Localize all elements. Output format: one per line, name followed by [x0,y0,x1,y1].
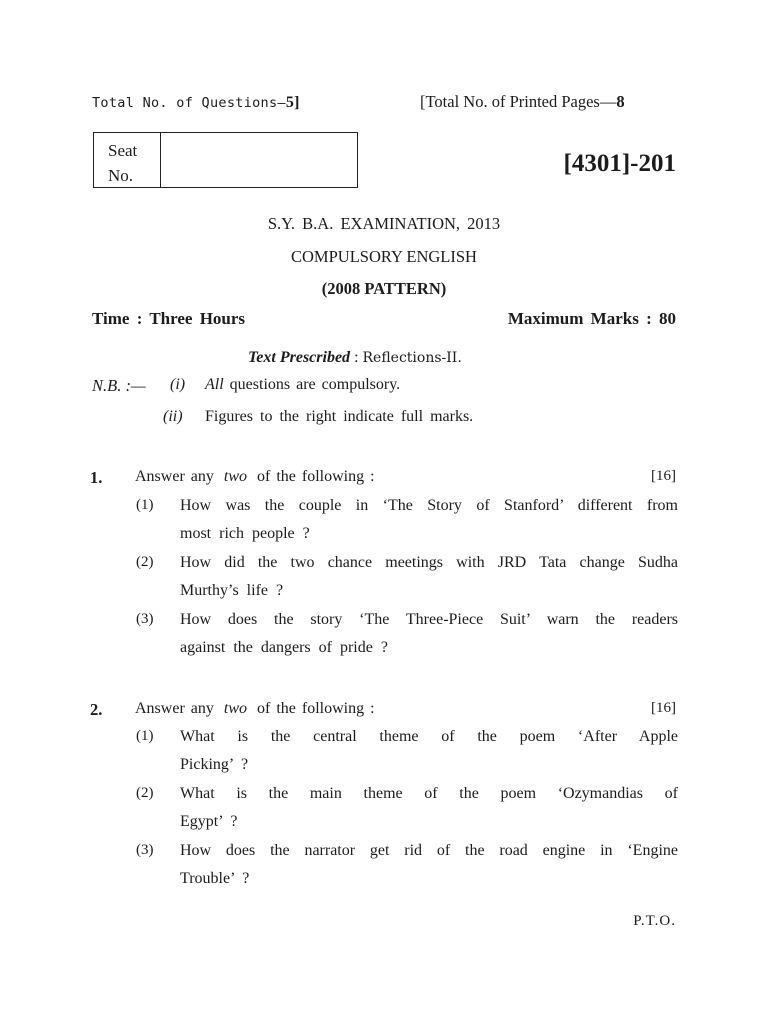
question-1-intro [135,468,375,486]
text-prescribed-sep: : [350,349,363,366]
pto-note: P.T.O. [633,913,676,929]
question-2-option-3-line1: How does the narrator get rid of the road engine in ‘Engine [180,842,678,859]
time-allowed: Time : Three Hours [92,309,246,328]
question-2-option-3-line2: Trouble’ ? [180,870,250,887]
seat-label-line2: No. [108,166,134,185]
question-1-option-2-line2: Murthy’s life ? [180,582,284,599]
question-2-option-2-line2: Egypt’ ? [180,813,238,830]
question-1-option-3-line2: against the dangers of pride ? [180,639,388,656]
printed-pages-value: 8 [616,92,625,111]
question-1-intro-b: of the following : [251,468,375,485]
question-2-option-2-number: (2) [136,785,154,801]
question-1-option-1-number: (1) [136,497,154,513]
pattern-title: (2008 PATTERN) [321,279,447,298]
question-2-option-1-number: (1) [136,728,154,744]
nb-item-1 [205,376,400,394]
question-2-number: 2. [90,700,103,719]
question-1-option-2-line1: How did the two chance meetings with JRD Tata change Sudha [180,554,678,571]
question-1-marks: [16] [651,468,676,484]
question-2-option-3-number: (3) [136,842,154,858]
question-1-option-2-number: (2) [136,554,154,570]
total-questions-label: Total No. of Questions— [92,95,286,111]
question-2-intro-b: of the following : [251,700,375,717]
exam-title: S.Y. B.A. EXAMINATION, 2013 [267,214,501,233]
question-2-option-1-line1: What is the central theme of the poem ‘After Apple [180,728,678,745]
text-prescribed-label: Text Prescribed [248,349,351,366]
seat-box-divider [160,132,161,188]
maximum-marks: Maximum Marks : 80 [507,309,676,328]
paper-code: [4301]-201 [563,150,676,177]
question-2-marks: [16] [651,700,676,716]
total-questions-value: 5] [285,94,300,111]
subject-title: COMPULSORY ENGLISH [291,247,477,266]
text-prescribed [248,347,462,367]
printed-pages [420,92,625,112]
question-2-option-1-line2: Picking’ ? [180,756,249,773]
question-2-intro-a: Answer any [135,700,220,717]
seat-label [108,138,137,188]
nb-item-2-text: Figures to the right indicate full marks. [205,408,474,425]
nb-item-2-num: (ii) [163,408,183,425]
text-prescribed-value: Reflections-II. [362,350,462,366]
nb-label: N.B. :— [92,376,146,395]
nb-item-1-text: questions are compulsory. [223,376,401,393]
question-1-option-1-line2: most rich people ? [180,525,310,542]
question-1-intro-emphasis: two [223,468,247,485]
question-1-option-3-line1: How does the story ‘The Three-Piece Suit’ warn the readers [180,611,678,628]
question-2-intro-emphasis: two [223,700,247,717]
seat-label-line1: Seat [108,141,138,160]
question-1-number: 1. [90,468,103,487]
printed-pages-label: [Total No. of Printed Pages— [420,92,617,111]
question-2-option-2-line1: What is the main theme of the poem ‘Ozymandias of [180,785,678,802]
total-questions [92,94,300,112]
question-1-option-1-line1: How was the couple in ‘The Story of Stanford’ different from [180,497,678,514]
nb-item-1-emphasis: All [205,376,224,393]
nb-item-1-num: (i) [170,376,186,393]
question-1-option-3-number: (3) [136,611,154,627]
seat-number-field[interactable] [163,134,356,186]
question-2-intro [135,700,375,718]
question-1-intro-a: Answer any [135,468,220,485]
